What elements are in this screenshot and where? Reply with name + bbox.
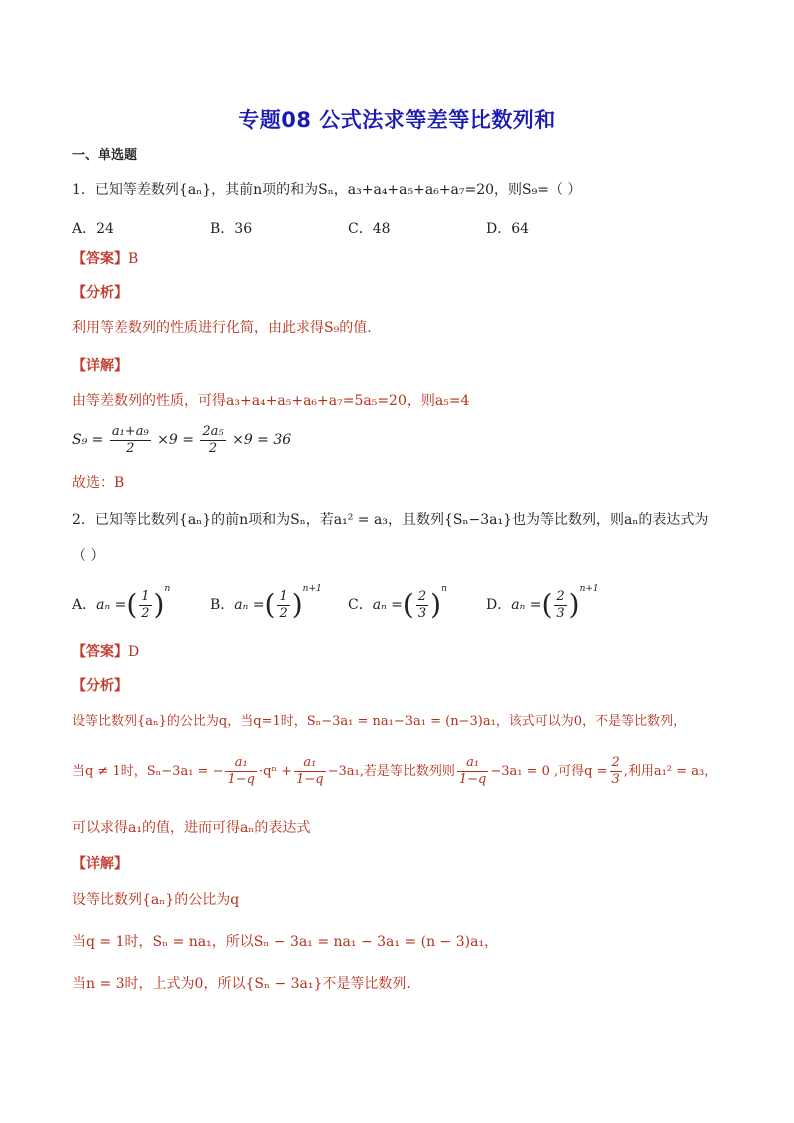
q1-option-d: D．64 [486,221,530,237]
fraction: $\frac{\text{a₁+a₉}}{2}$ [111,423,149,456]
q1-analysis-text: 利用等差数列的性质进行化简，由此求得S₉的值. [72,320,372,336]
answer-tag: 【答案】 [72,251,128,267]
q2-option-b: B．aₙ =( $\frac{1}{2}$ )$^{n+1}$ [210,584,322,621]
fraction: $\frac{\text{2a₅}}{2}$ [202,423,224,456]
q2-option-a: A．aₙ =( $\frac{1}{2}$ )$^n$ [72,584,171,621]
q1-option-a: A．24 [72,221,114,237]
q2-analysis-line-2: 当q ≠ 1时，Sₙ−3a₁ = − $\frac{\text{a₁}}{1-q}$ ·qⁿ + $\frac{\text{a₁}}{1-q}$ −3a₁,若是等比数列则 $\frac{\text{a₁}}{1-q}$ −3a₁ = 0 ,可得q = $\frac{2}{3}$ ,利用a₁² = a₃， [72,755,718,787]
answer-tag: 【答案】 [72,644,128,660]
q2-answer [72,642,139,662]
q2-detail-line-3: 当n = 3时，上式为0，所以{Sₙ − 3a₁}不是等比数列. [72,976,411,992]
q2-analysis-line-1: 设等比数列{aₙ}的公比为q，当q=1时，Sₙ−3a₁ = na₁−3a₁ = (n−3)a₁，该式可以为0，不是等比数列， [72,714,687,729]
q1-option-b: B．36 [210,221,253,237]
q2-option-c: C．aₙ =( $\frac{2}{3}$ )$^n$ [348,584,447,621]
q2-analysis-line-3: 可以求得a₁的值，进而可得aₙ的表达式 [72,820,311,836]
q1-detail-tag: 【详解】 [72,358,128,374]
question-2-stem: 2．已知等比数列{aₙ}的前n项和为Sₙ，若a₁² = a₃，且数列{Sₙ−3a₁}也为等比数列，则aₙ的表达式为 [72,512,709,528]
q2-detail-tag: 【详解】 [72,856,128,872]
q1-option-c: C．48 [348,221,391,237]
question-1-stem: 1．已知等差数列{aₙ}，其前n项的和为Sₙ，a₃+a₄+a₅+a₆+a₇=20，则S₉=（ ） [72,182,582,198]
q1-detail-line-1: 由等差数列的性质，可得a₃+a₄+a₅+a₆+a₇=5a₅=20，则a₅=4 [72,393,470,409]
answer-value: B [128,251,139,267]
q1-answer [72,249,138,269]
q1-detail-line-2: S₉ = $\frac{\text{a₁+a₉}}{2}$ ×9 = $\frac{\text{2a₅}}{2}$ ×9 = 36 [72,423,292,456]
answer-value: D [128,644,140,660]
q2-option-d: D．aₙ =( $\frac{2}{3}$ )$^{n+1}$ [486,584,599,621]
q1-analysis-tag: 【分析】 [72,285,128,301]
page-title: 专题08 公式法求等差等比数列和 [238,108,556,132]
q2-detail-line-2: 当q = 1时，Sₙ = na₁，所以Sₙ − 3a₁ = na₁ − 3a₁ = (n − 3)a₁， [72,934,499,950]
section-heading: 一、单选题 [72,148,138,163]
question-2-stem-paren: （ ） [72,548,105,564]
q2-analysis-tag: 【分析】 [72,678,128,694]
q1-conclusion: 故选：B [72,475,125,491]
q2-detail-line-1: 设等比数列{aₙ}的公比为q [72,892,240,908]
